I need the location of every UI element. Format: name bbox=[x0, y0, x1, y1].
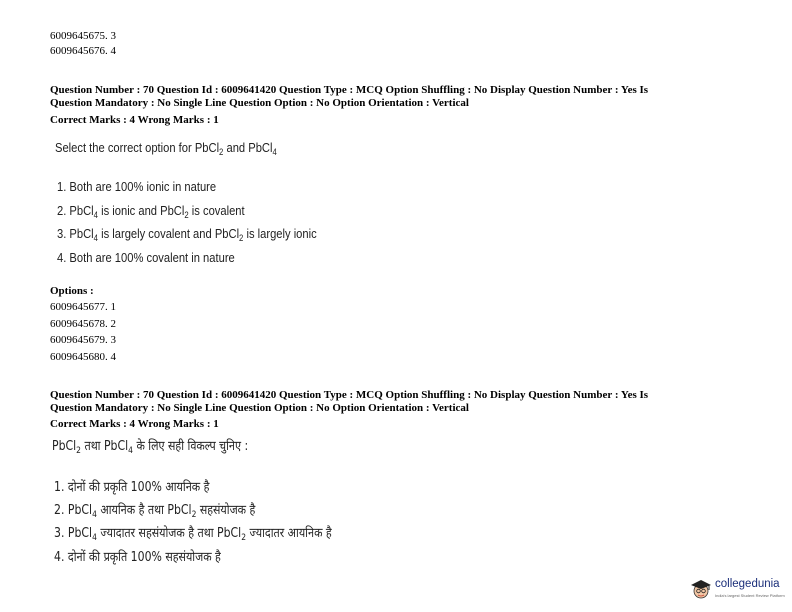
choice-item: 2. PbCl$_4$ is ionic and PbCl$_2$ is covalent bbox=[57, 203, 245, 220]
option-id-line: 6009645675. 3 bbox=[50, 30, 116, 42]
option-id-line: 6009645676. 4 bbox=[50, 45, 116, 57]
question-text: PbCl$_2$ तथा PbCl$_4$ के लिए सही विकल्प चुनिए : bbox=[52, 439, 249, 456]
choice-item: 2. PbCl$_4$ आयनिक है तथा PbCl$_2$ सहसंयोजक है bbox=[54, 503, 256, 520]
option-id-line: 6009645678. 2 bbox=[50, 318, 116, 330]
options-heading: Options : bbox=[50, 285, 94, 297]
option-id-line: 6009645677. 1 bbox=[50, 301, 116, 313]
marks-line: Correct Marks : 4 Wrong Marks : 1 bbox=[50, 114, 219, 126]
question-meta-line: Question Mandatory : No Single Line Question Option : No Option Orientation : Vertical bbox=[50, 97, 469, 109]
question-meta-line: Question Number : 70 Question Id : 6009641420 Question Type : MCQ Option Shuffling : No Display Question Number : Yes Is bbox=[50, 389, 649, 401]
choice-item: 4. Both are 100% covalent in nature bbox=[57, 250, 235, 265]
question-text: Select the correct option for PbCl$_2$ and PbCl$_4$ bbox=[55, 140, 277, 157]
question-meta-line: Question Number : 70 Question Id : 6009641420 Question Type : MCQ Option Shuffling : No Display Question Number : Yes Is bbox=[50, 84, 649, 96]
marks-line: Correct Marks : 4 Wrong Marks : 1 bbox=[50, 418, 219, 430]
graduate-cap-icon bbox=[690, 578, 712, 600]
option-id-line: 6009645680. 4 bbox=[50, 351, 116, 363]
choice-item: 1. दोनों की प्रकृति 100% आयनिक है bbox=[54, 480, 210, 495]
option-id-line: 6009645679. 3 bbox=[50, 334, 116, 346]
choice-item: 3. PbCl$_4$ ज्यादातर सहसंयोजक है तथा PbCl$_2$ ज्यादातर आयनिक है bbox=[54, 526, 332, 543]
logo-name: collegedunia bbox=[715, 578, 780, 590]
collegedunia-logo bbox=[690, 578, 790, 604]
choice-item: 1. Both are 100% ionic in nature bbox=[57, 179, 217, 194]
logo-tagline: India's largest Student Review Platform bbox=[715, 593, 785, 598]
choice-item: 4. दोनों की प्रकृति 100% सहसंयोजक है bbox=[54, 550, 221, 565]
question-meta-line: Question Mandatory : No Single Line Question Option : No Option Orientation : Vertical bbox=[50, 402, 469, 414]
choice-item: 3. PbCl$_4$ is largely covalent and PbCl$_2$ is largely ionic bbox=[57, 226, 317, 243]
